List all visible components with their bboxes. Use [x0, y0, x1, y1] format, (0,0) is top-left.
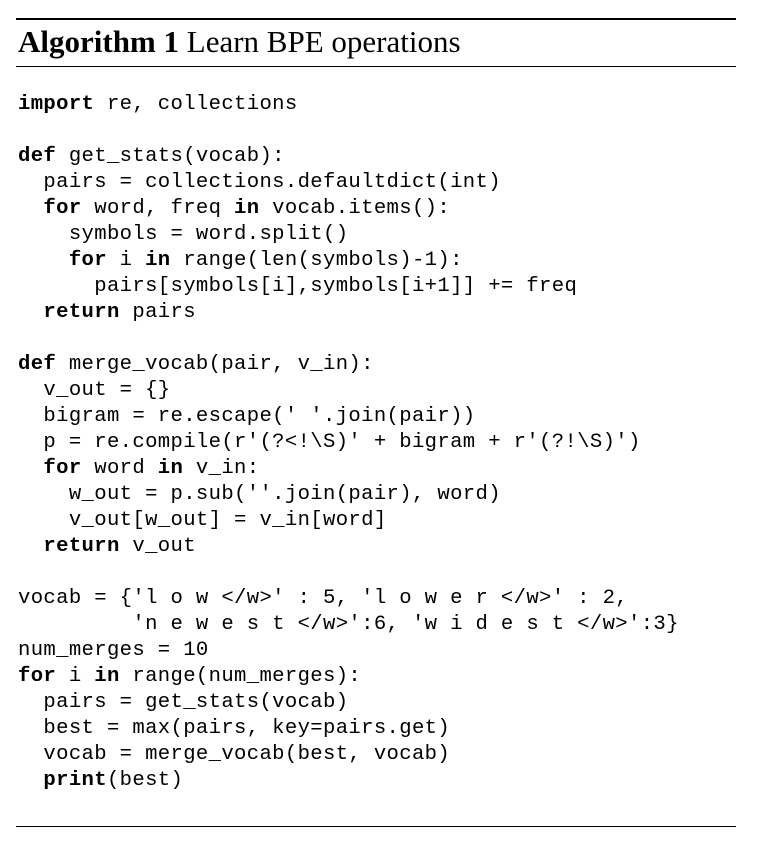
code-line [18, 248, 736, 274]
code-text: num_merges = 10 [18, 639, 209, 662]
code-text: (best) [106, 769, 184, 792]
code-line [18, 612, 736, 638]
code-keyword: in [94, 665, 120, 688]
code-text: v_in: [183, 457, 260, 480]
code-text: 'n e w e s t </w>':6, 'w i d e s t </w>':3} [18, 613, 679, 636]
code-text: v_out[w_out] = v_in[word] [18, 509, 387, 532]
code-text: vocab = merge_vocab(best, vocab) [18, 743, 451, 766]
code-keyword: def [18, 145, 57, 168]
code-text: word, freq [81, 197, 235, 220]
code-line [18, 430, 736, 456]
code-text: best = max(pairs, key=pairs.get) [18, 717, 451, 740]
code-text: merge_vocab(pair, v_in): [56, 353, 374, 376]
code-keyword: for [43, 457, 82, 480]
code-text: pairs[symbols[i],symbols[i+1]] += freq [18, 275, 578, 298]
code-line [18, 378, 736, 404]
code-line [18, 768, 736, 794]
code-text: pairs = collections.defaultdict(int) [18, 171, 501, 194]
code-text: pairs [119, 301, 196, 324]
code-text: w_out = p.sub(''.join(pair), word) [18, 483, 501, 506]
code-line [18, 352, 736, 378]
bottom-rule [16, 826, 736, 827]
code-text: range(num_merges): [119, 665, 362, 688]
code-line [18, 456, 736, 482]
code-text: vocab.items(): [259, 197, 451, 220]
code-keyword: print [43, 769, 107, 792]
code-line [18, 716, 736, 742]
blank-line [18, 118, 736, 144]
blank-line [18, 560, 736, 586]
code-line [18, 144, 736, 170]
code-keyword: in [145, 249, 171, 272]
algorithm-label: Algorithm 1 [18, 24, 180, 59]
code-text: pairs = get_stats(vocab) [18, 691, 349, 714]
algorithm-caption [18, 22, 461, 62]
code-keyword: return [43, 535, 120, 558]
code-keyword: def [18, 353, 57, 376]
code-line [18, 222, 736, 248]
code-line [18, 482, 736, 508]
code-line [18, 196, 736, 222]
code-text: bigram = re.escape(' '.join(pair)) [18, 405, 476, 428]
code-keyword: in [234, 197, 260, 220]
code-text: vocab = {'l o w </w>' : 5, 'l o w e r </w>' : 2, [18, 587, 628, 610]
code-text [18, 457, 43, 480]
code-text [18, 301, 43, 324]
code-text: range(len(symbols)-1): [170, 249, 463, 272]
code-text [18, 197, 43, 220]
code-keyword: for [43, 197, 82, 220]
code-line [18, 170, 736, 196]
code-text: re, collections [94, 93, 298, 116]
code-line [18, 690, 736, 716]
code-text: i [56, 665, 95, 688]
code-text [18, 535, 43, 558]
top-rule [16, 18, 736, 20]
code-keyword: return [43, 301, 120, 324]
code-text: get_stats(vocab): [56, 145, 285, 168]
code-line [18, 508, 736, 534]
code-text [18, 249, 69, 272]
code-text [18, 769, 43, 792]
code-keyword: for [18, 665, 57, 688]
code-line [18, 404, 736, 430]
code-line [18, 586, 736, 612]
code-line [18, 742, 736, 768]
code-keyword: in [157, 457, 184, 480]
blank-line [18, 326, 736, 352]
algorithm-title: Learn BPE operations [186, 24, 461, 59]
code-line [18, 300, 736, 326]
code-text: i [106, 249, 146, 272]
code-keyword: for [68, 249, 107, 272]
code-listing [18, 92, 736, 794]
code-text: v_out [119, 535, 196, 558]
code-line [18, 534, 736, 560]
code-line [18, 274, 736, 300]
code-line [18, 92, 736, 118]
code-text: v_out = {} [18, 379, 171, 402]
code-text: word [81, 457, 158, 480]
code-line [18, 638, 736, 664]
code-line [18, 664, 736, 690]
code-text: p = re.compile(r'(?<!\S)' + bigram + r'(?!\S)') [18, 431, 641, 454]
caption-rule [16, 66, 736, 67]
code-text: symbols = word.split() [18, 223, 349, 246]
code-keyword: import [18, 93, 95, 116]
